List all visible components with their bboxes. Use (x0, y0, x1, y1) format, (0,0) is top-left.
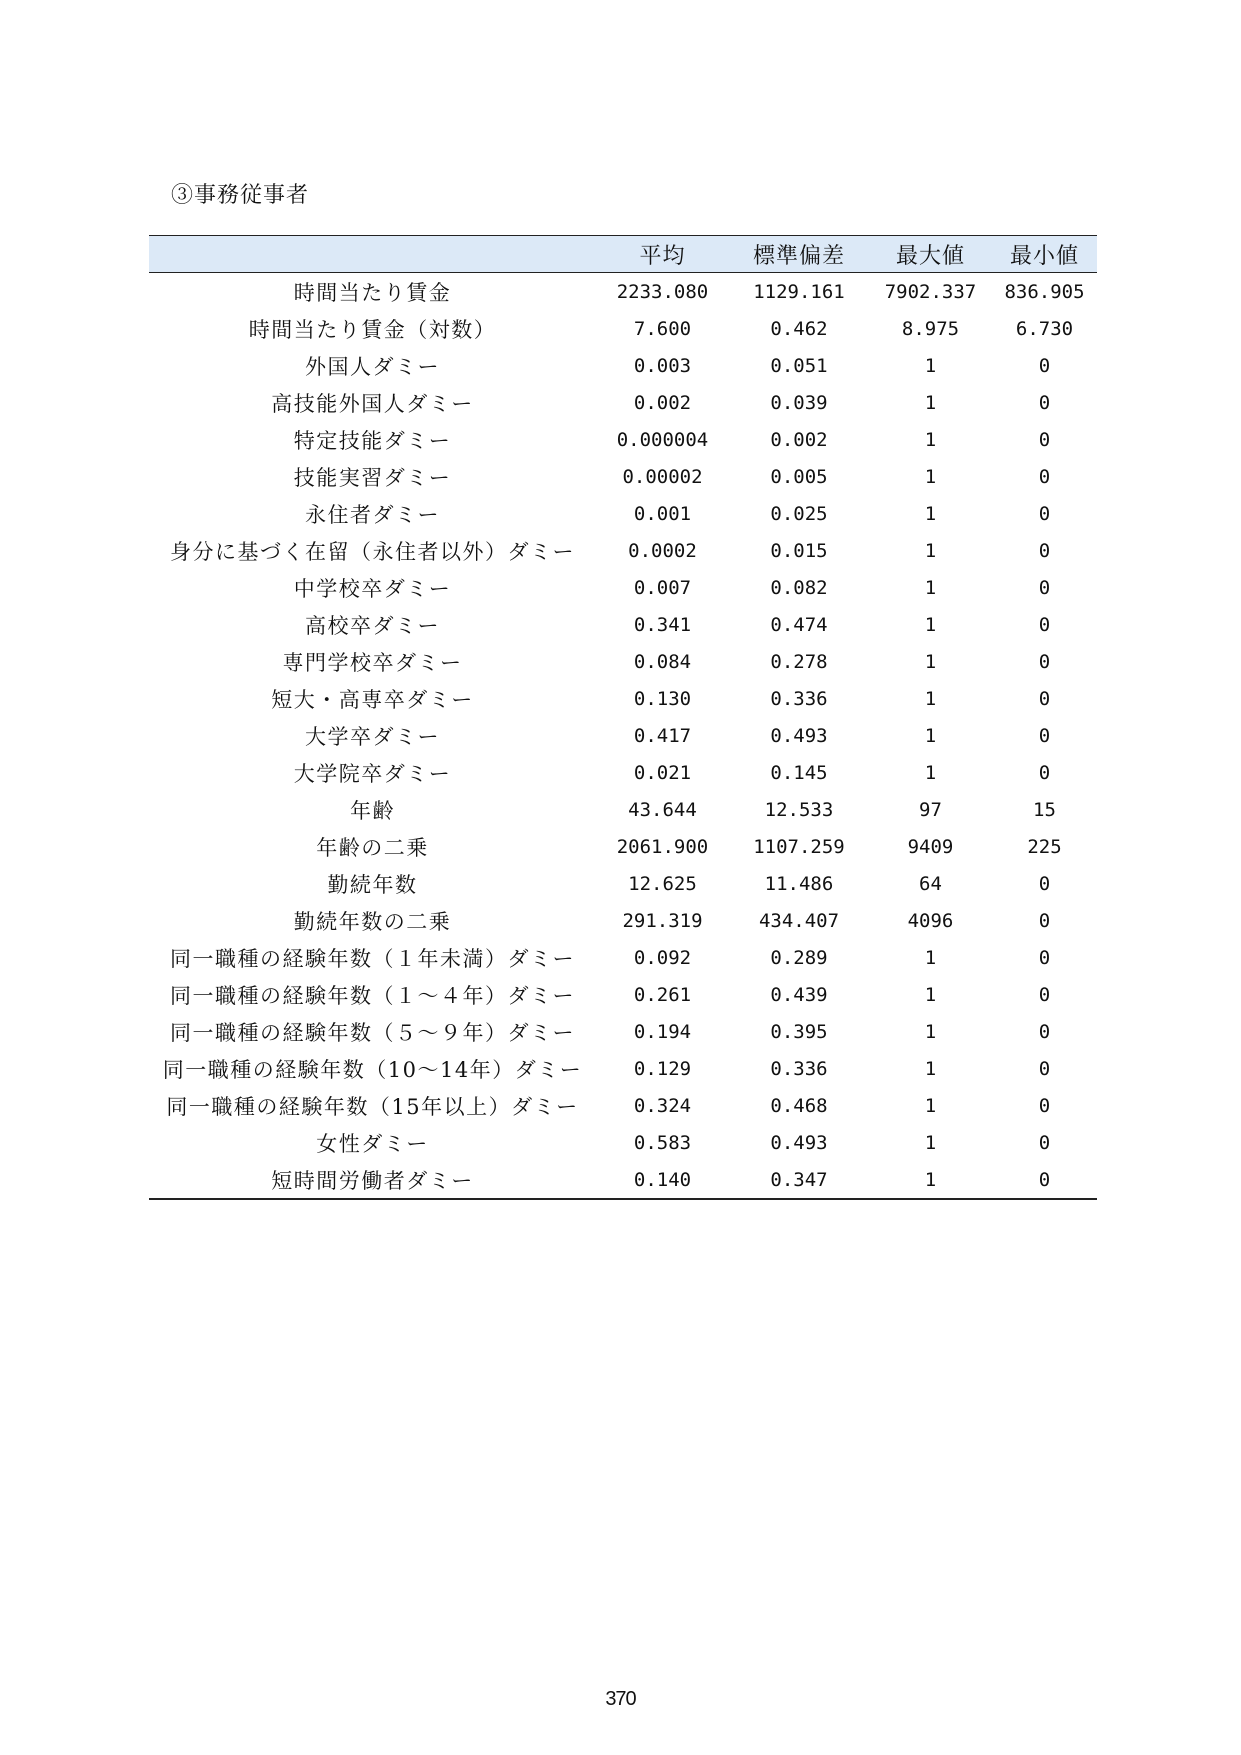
cell-mean: 2061.900 (616, 835, 709, 858)
cell-mean: 0.0002 (628, 539, 697, 562)
row-label: 同一職種の経験年数（10～14年）ダミー (162, 1057, 583, 1082)
cell-mean: 0.324 (633, 1094, 692, 1117)
header-variable (149, 236, 596, 273)
cell-max: 4096 (907, 909, 954, 932)
cell-max: 1 (924, 1020, 937, 1043)
cell-sd: 0.015 (770, 539, 828, 562)
cell-sd: 0.474 (770, 613, 828, 636)
cell-sd: 0.005 (770, 465, 828, 488)
table-row (149, 1161, 1097, 1199)
row-label: 女性ダミー (316, 1131, 429, 1156)
table-row (149, 791, 1097, 828)
cell-min: 15 (1033, 798, 1056, 821)
cell-max: 1 (924, 428, 937, 451)
table-row (149, 1013, 1097, 1050)
cell-max: 1 (924, 946, 937, 969)
table-row (149, 532, 1097, 569)
row-label: 時間当たり賃金（対数） (248, 317, 497, 342)
row-label: 外国人ダミー (305, 354, 440, 379)
cell-max: 1 (924, 576, 937, 599)
cell-min: 0 (992, 1161, 1097, 1199)
cell-min: 0 (1038, 1131, 1051, 1154)
row-label: 技能実習ダミー (293, 465, 452, 490)
row-label: 勤続年数の二乗 (293, 909, 452, 934)
table-row (149, 347, 1097, 384)
cell-max: 1 (924, 1131, 937, 1154)
cell-sd: 0.493 (770, 724, 828, 747)
cell-sd: 0.051 (770, 354, 828, 377)
cell-min: 0 (1038, 502, 1051, 525)
row-label: 高技能外国人ダミー (271, 391, 474, 416)
cell-max: 1 (924, 724, 937, 747)
cell-sd: 1129.161 (753, 280, 845, 303)
header-min: 最小値 (992, 236, 1097, 273)
row-label: 短時間労働者ダミー (149, 1161, 596, 1199)
cell-min: 0 (1038, 576, 1051, 599)
cell-mean: 12.625 (628, 872, 697, 895)
cell-max: 1 (924, 502, 937, 525)
cell-max: 1 (924, 1094, 937, 1117)
cell-max: 7902.337 (884, 280, 977, 303)
cell-max: 1 (924, 354, 937, 377)
row-label: 同一職種の経験年数（５～９年）ダミー (170, 1020, 575, 1045)
row-label: 身分に基づく在留（永住者以外）ダミー (170, 539, 575, 564)
cell-mean: 0.140 (596, 1161, 729, 1199)
table-row (149, 421, 1097, 458)
cell-mean: 0.417 (633, 724, 692, 747)
cell-min: 0 (1038, 428, 1051, 451)
table-row (149, 1087, 1097, 1124)
row-label: 同一職種の経験年数（１年未満）ダミー (170, 946, 575, 971)
header-sd: 標準偏差 (729, 236, 869, 273)
table-row (149, 606, 1097, 643)
cell-min: 0 (1038, 613, 1051, 636)
table-row (149, 902, 1097, 939)
section-title: ③事務従事者 (171, 183, 310, 208)
cell-mean: 0.003 (633, 354, 692, 377)
cell-min: 0 (1038, 1057, 1051, 1080)
descriptive-statistics-table (149, 235, 1097, 1200)
cell-min: 0 (1038, 724, 1051, 747)
cell-sd: 0.002 (770, 428, 828, 451)
cell-min: 0 (1038, 761, 1051, 784)
table-row (149, 273, 1097, 311)
cell-sd: 0.395 (770, 1020, 828, 1043)
cell-min: 0 (1038, 983, 1051, 1006)
cell-max: 1 (924, 687, 937, 710)
cell-sd: 0.439 (770, 983, 828, 1006)
table-header (149, 236, 1097, 273)
cell-min: 0 (1038, 687, 1051, 710)
cell-max: 1 (924, 983, 937, 1006)
cell-max: 9409 (907, 835, 954, 858)
cell-sd: 434.407 (758, 909, 840, 932)
row-label: 同一職種の経験年数（１～４年）ダミー (170, 983, 575, 1008)
cell-mean: 0.261 (633, 983, 692, 1006)
table-row (149, 717, 1097, 754)
cell-min: 6.730 (1015, 317, 1074, 340)
cell-mean: 0.084 (633, 650, 692, 673)
table-row (149, 1050, 1097, 1087)
cell-sd: 0.145 (770, 761, 828, 784)
table-row (149, 828, 1097, 865)
table-row (149, 458, 1097, 495)
cell-sd: 0.336 (770, 1057, 828, 1080)
row-label: 特定技能ダミー (293, 428, 452, 453)
cell-mean: 0.002 (633, 391, 692, 414)
cell-sd: 0.025 (770, 502, 828, 525)
cell-min: 225 (1027, 835, 1062, 858)
cell-min: 836.905 (1004, 280, 1085, 303)
table-row (149, 939, 1097, 976)
cell-max: 97 (919, 798, 942, 821)
cell-mean: 7.600 (633, 317, 692, 340)
cell-mean: 43.644 (628, 798, 697, 821)
cell-mean: 0.00002 (622, 465, 703, 488)
cell-sd: 0.336 (770, 687, 828, 710)
cell-min: 0 (1038, 354, 1051, 377)
cell-sd: 0.468 (770, 1094, 828, 1117)
cell-sd: 1107.259 (753, 835, 845, 858)
row-label: 年齢の二乗 (316, 835, 429, 860)
row-label: 短大・高専卒ダミー (271, 687, 474, 712)
cell-min: 0 (1038, 391, 1051, 414)
cell-mean: 291.319 (622, 909, 703, 932)
cell-min: 0 (1038, 650, 1051, 673)
table-row (149, 1124, 1097, 1161)
cell-mean: 0.194 (633, 1020, 692, 1043)
cell-sd: 11.486 (764, 872, 834, 895)
row-label: 永住者ダミー (305, 502, 440, 527)
cell-sd: 0.462 (770, 317, 828, 340)
row-label: 中学校卒ダミー (293, 576, 452, 601)
cell-min: 0 (1038, 946, 1051, 969)
cell-min: 0 (1038, 1094, 1051, 1117)
cell-max: 1 (869, 1161, 992, 1199)
cell-mean: 0.007 (633, 576, 692, 599)
table-row (149, 865, 1097, 902)
cell-mean: 0.021 (633, 761, 692, 784)
cell-min: 0 (1038, 909, 1051, 932)
cell-max: 1 (924, 465, 937, 488)
cell-max: 8.975 (901, 317, 960, 340)
cell-max: 1 (924, 391, 937, 414)
cell-sd: 0.082 (770, 576, 828, 599)
table-body (149, 273, 1097, 1200)
header-row (149, 236, 1097, 273)
cell-sd: 0.289 (770, 946, 828, 969)
table-row (149, 310, 1097, 347)
row-label: 大学院卒ダミー (293, 761, 452, 786)
cell-max: 1 (924, 539, 937, 562)
cell-max: 1 (924, 1057, 937, 1080)
cell-mean: 0.092 (633, 946, 692, 969)
row-label: 年齢 (350, 798, 395, 823)
cell-max: 64 (919, 872, 942, 895)
cell-max: 1 (924, 650, 937, 673)
cell-max: 1 (924, 761, 937, 784)
cell-sd: 0.493 (770, 1131, 828, 1154)
cell-mean: 0.001 (633, 502, 692, 525)
cell-sd: 0.278 (770, 650, 828, 673)
cell-min: 0 (1038, 465, 1051, 488)
page-number: 370 (605, 1688, 636, 1710)
row-label: 高校卒ダミー (305, 613, 440, 638)
row-label: 時間当たり賃金 (293, 280, 452, 305)
cell-min: 0 (1038, 539, 1051, 562)
cell-mean: 0.341 (633, 613, 692, 636)
row-label: 同一職種の経験年数（15年以上）ダミー (166, 1094, 579, 1119)
header-max: 最大値 (869, 236, 992, 273)
table-row (149, 569, 1097, 606)
cell-min: 0 (1038, 872, 1051, 895)
row-label: 大学卒ダミー (305, 724, 440, 749)
cell-min: 0 (1038, 1020, 1051, 1043)
cell-sd: 12.533 (764, 798, 834, 821)
cell-mean: 0.130 (633, 687, 692, 710)
table-row (149, 976, 1097, 1013)
table-row (149, 384, 1097, 421)
cell-max: 1 (924, 613, 937, 636)
cell-mean: 2233.080 (616, 280, 709, 303)
cell-mean: 0.129 (633, 1057, 692, 1080)
cell-sd: 0.039 (770, 391, 828, 414)
table-row (149, 680, 1097, 717)
cell-sd: 0.347 (729, 1161, 869, 1199)
header-mean: 平均 (596, 236, 729, 273)
cell-mean: 0.000004 (616, 428, 709, 451)
row-label: 勤続年数 (327, 872, 418, 897)
row-label: 専門学校卒ダミー (282, 650, 463, 675)
cell-mean: 0.583 (633, 1131, 692, 1154)
table-row (149, 754, 1097, 791)
table-row (149, 495, 1097, 532)
table-row (149, 643, 1097, 680)
